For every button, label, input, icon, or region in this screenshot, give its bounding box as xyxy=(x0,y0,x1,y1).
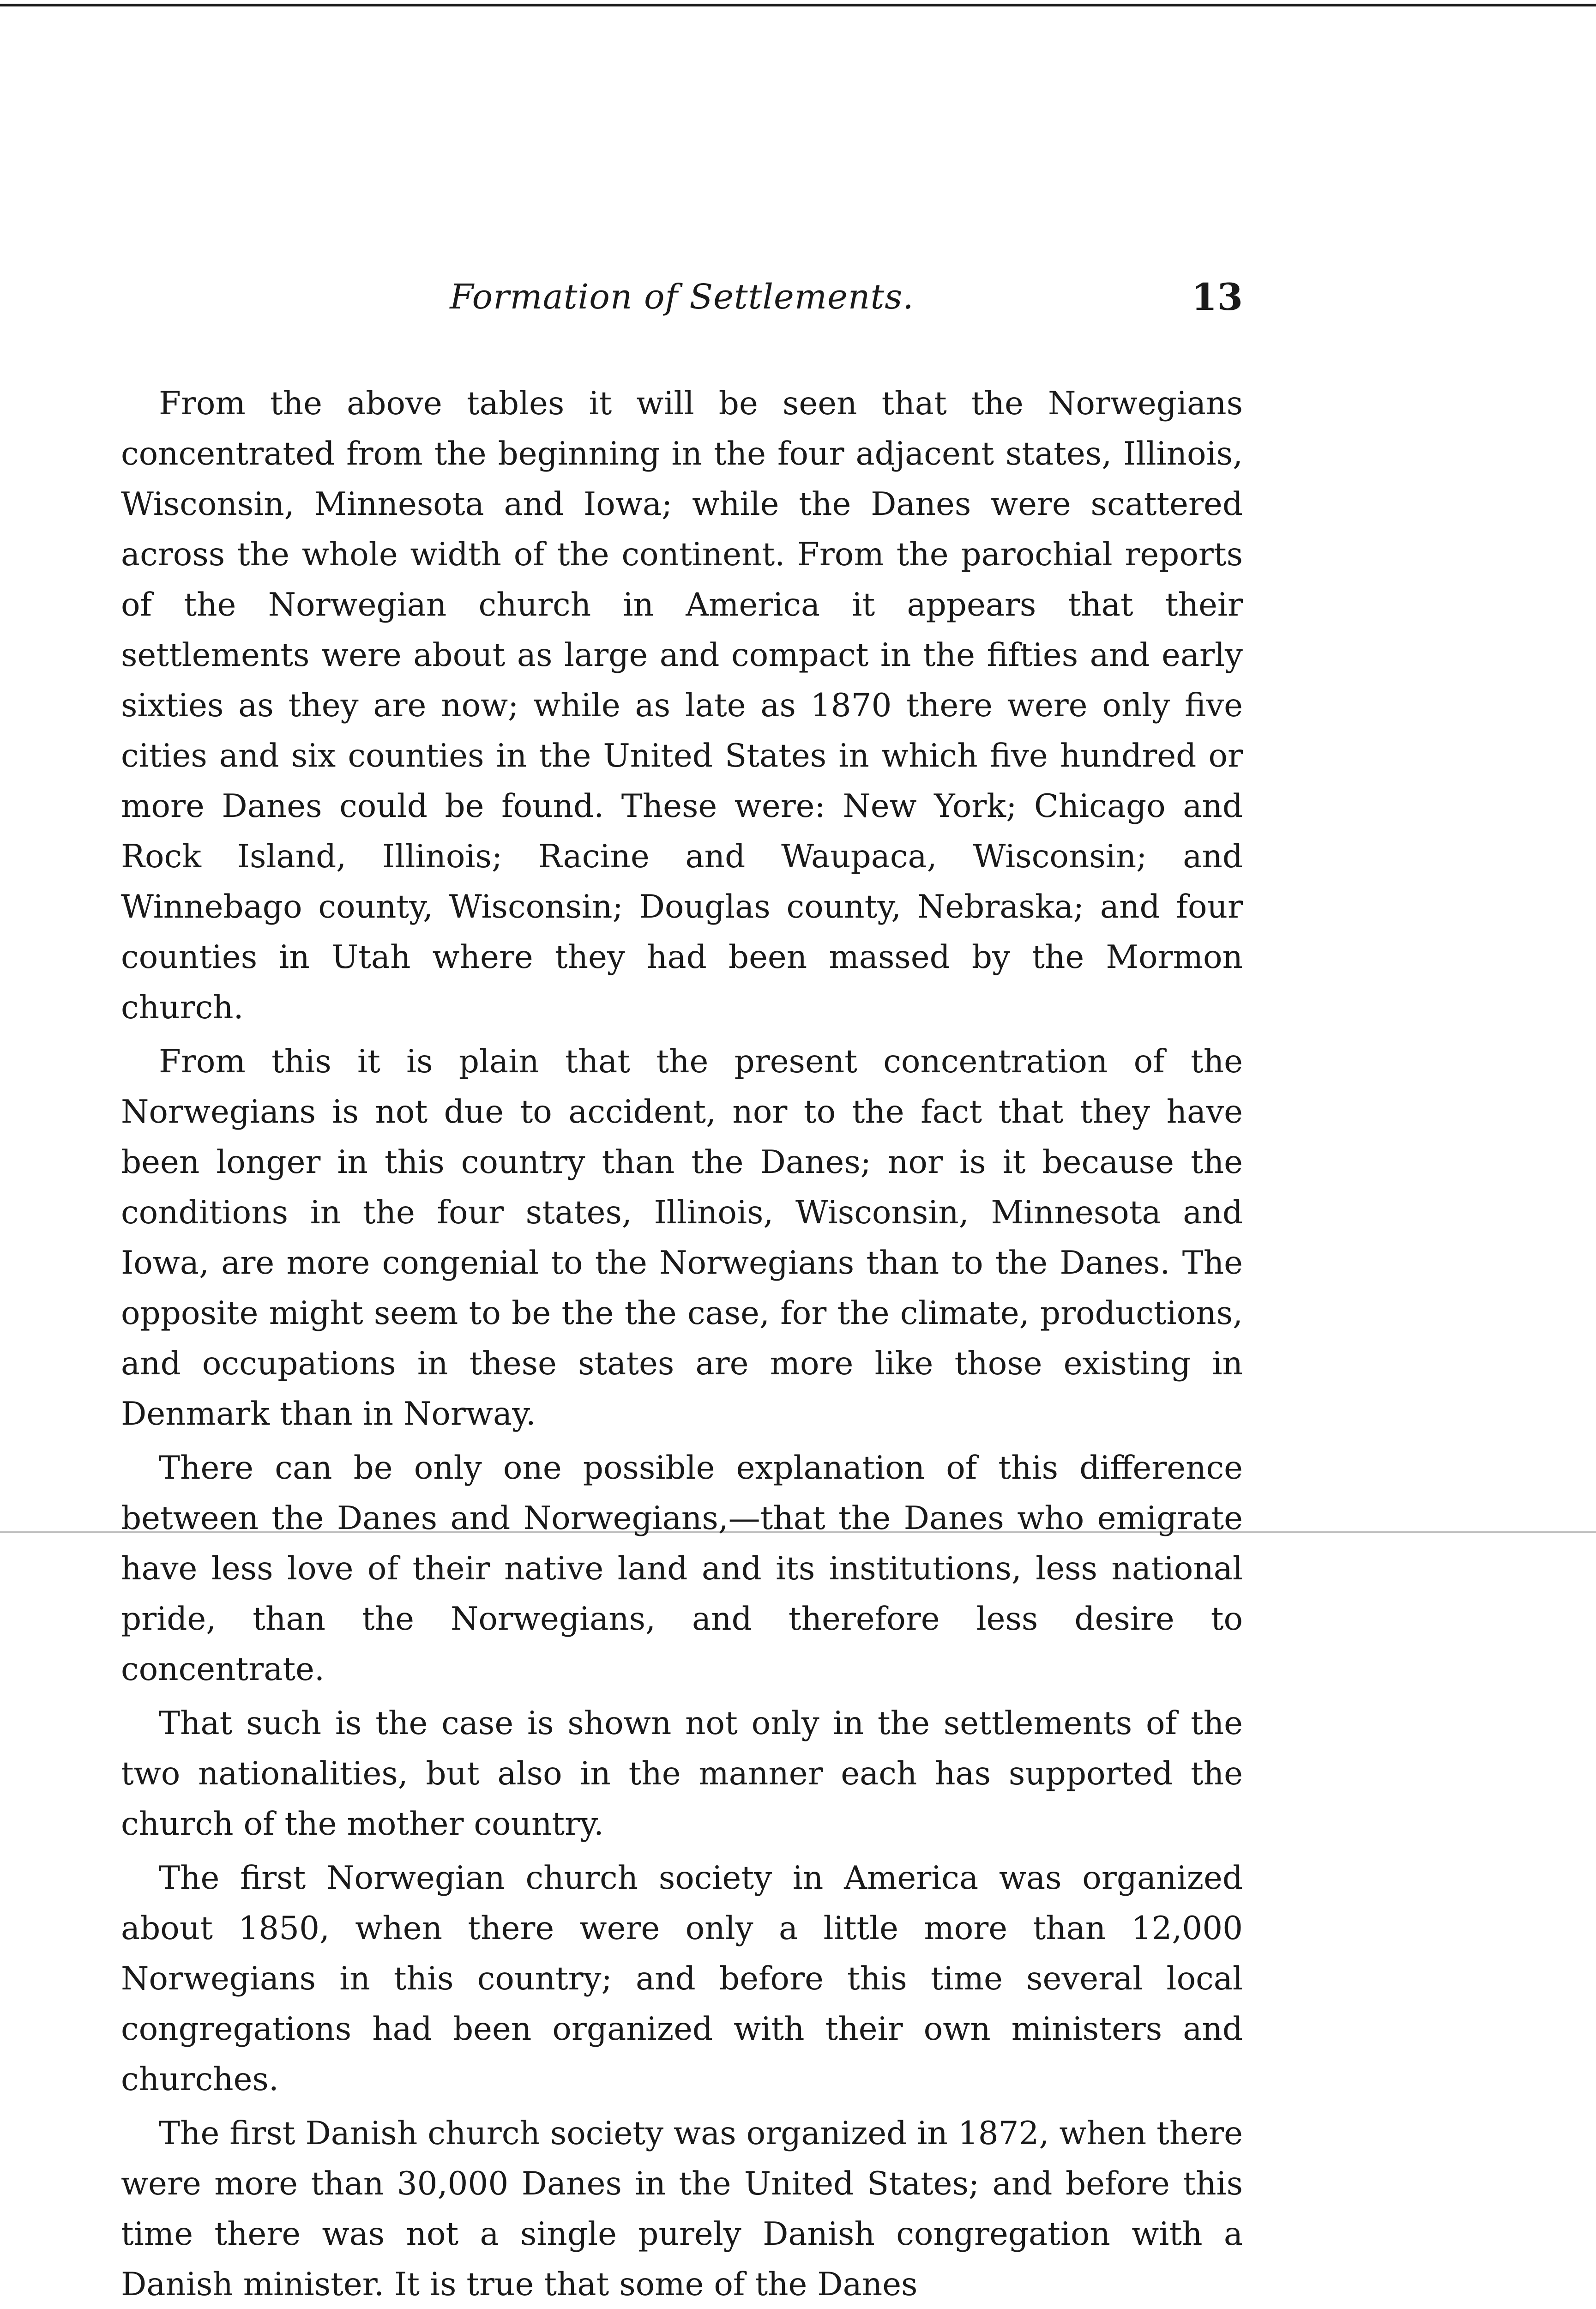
paragraph: That such is the case is shown not only in the settlements of the two nationalities, but also in the manner each has supported the church of the mother country. xyxy=(121,1705,1243,1843)
paragraph: From the above tables it will be seen that the Norwegians concentrated from the beginning in the four adjacent states, Illinois, Wisconsin, Minnesota and Iowa; while the Danes were scattered across the whole width of the continent. From the parochial reports of the Norwegian church in America it appears that their settlements were about as large and compact in the fifties and early sixties as they are now; while as late as 1870 there were only five cities and six counties in the United States in which five hundred or more Danes could be found. These were: New York; Chicago and Rock Island, Illinois; Racine and Waupaca, Wisconsin; and Winnebago county, Wisconsin; Douglas county, Nebraska; and four counties in Utah where they had been massed by the Mormon church. xyxy=(121,385,1243,1026)
paragraph: There can be only one possible explanation of this difference between the Danes and Norwegians,—that the Danes who emigrate have less love of their native land and its institutions, less national pride, than the Norwegians, and therefore less desire to concentrate. xyxy=(121,1450,1243,1688)
running-title: Formation of Settlements. xyxy=(450,277,914,317)
paragraph: The first Norwegian church society in America was organized about 1850, when there were only a little more than 12,000 Norwegians in this country; and before this time several local congregations had been organized with their own ministers and churches. xyxy=(121,1860,1243,2098)
paragraph: From this it is plain that the present concentration of the Norwegians is not due to accident, nor to the fact that they have been longer in this country than the Danes; nor is it because the conditions in the four states, Illinois, Wisconsin, Minnesota and Iowa, are more congenial to the Norwegians than to the Danes. The opposite might seem to be the the case, for the climate, productions, and occupations in these states are more like those existing in Denmark than in Norway. xyxy=(121,1043,1243,1433)
body-text xyxy=(121,379,1243,2309)
page-number: 13 xyxy=(1191,275,1243,319)
book-page xyxy=(121,259,1243,2309)
paragraph: The first Danish church society was organized in 1872, when there were more than 30,000 Danes in the United States; and before this time there was not a single purely Danish congregation with a Danish minister. It is true that some of the Danes xyxy=(121,2115,1243,2303)
scan-top-edge xyxy=(0,0,1596,14)
page-header xyxy=(121,259,1243,342)
